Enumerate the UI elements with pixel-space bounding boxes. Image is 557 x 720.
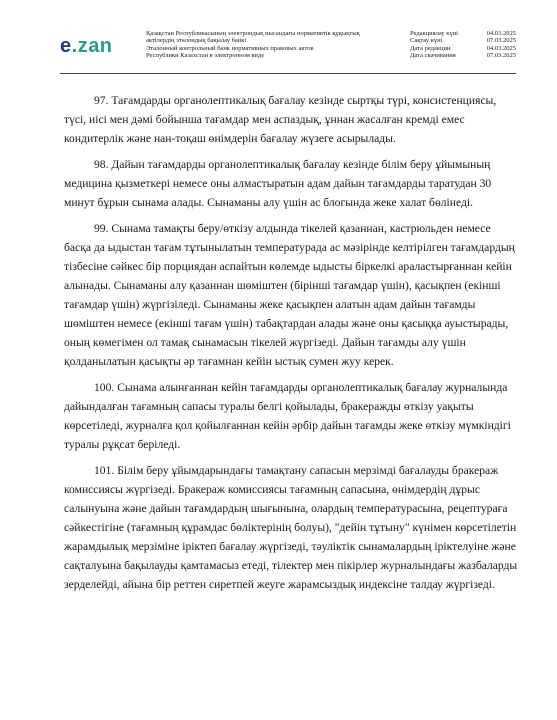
meta-label: Сақтау күні	[410, 37, 443, 45]
meta-label: Дата редакции	[410, 44, 451, 52]
header-line: Эталонный контрольный банк нормативных правовых актов	[146, 44, 314, 52]
meta-row	[410, 30, 516, 37]
meta-label: Редакциялау күні	[410, 30, 458, 37]
header-divider	[60, 73, 516, 74]
paragraph-101: 101. Білім беру ұйымдарындағы тамақтану сапасын мерзімді бағалауды бракераж комиссиясы жүргізеді. Бракераж комиссиясы тағамның сапасына, өнімдердің дұрыс салынуына және дайын тағамдардың шығынына, олардың температурасына, рецептураға сәйкестігіне (тағамның құрамдас бөліктерінің болуы), "дейін тұтыну" күнімен көрсетілетін жарамдылық мерзіміне іріктеп бағалау жүргізеді, тәуліктік сынамалардың іріктелуіне және сақталуына бақылауды қамтамасыз етеді, тілектер мен пікірлер журналындағы жазбаларды зерделейді, айына бір реттен сиретпей жеуге жарамсыздық индексіне талдау жүргізеді.	[64, 464, 518, 591]
meta-value: 04.03.2025	[486, 44, 516, 52]
meta-value: 07.03.2025	[486, 52, 516, 60]
meta-value: 07.03.2025	[486, 37, 516, 45]
meta-value: 04.03.2025	[486, 30, 516, 37]
paragraph-99: 99. Сынама тамақты беру/өткізу алдында тікелей қазаннан, кастрюльден немесе басқа да ыдыстан тағам тұтынылатын температурада ас мәзірінде келтірілген тағамдардың тізбесіне сәйкес бір порциядан аспайтын көлемде ыдысты біркелкі араластырғаннан кейін алынады. Сынаманы алу қазаннан шөміштен (бірінші тағамдар үшін), қасықпен (екінші тағамдар үшін) жүргізіледі. Сынаманы жеке қасықпен алатын адам дайын тағамды шөміштен немесе (екінші тағам үшін) табақтардан алады және оны қасыққа ауыстырады, оның көмегімен ол тамақ сынамасын тікелей жүргізеді. Дайын тағамды алу үшін қолданылатын қасықты әр тағамнан кейін ыстық сумен жуу керек.	[64, 222, 515, 368]
header-line: Республики Казахстан в электронном виде	[146, 52, 265, 60]
document-body	[64, 91, 520, 601]
meta-label: Дата скачивания	[410, 52, 456, 60]
ezan-logo: e.zan	[60, 35, 113, 57]
paragraph-98: 98. Дайын тағамдарды органолептикалық бағалау кезінде білім беру ұйымының медицина қызметкері немесе оны алмастыратын адам дайын тағамдарды таратудан 30 минут бұрын сынама алады. Сынаманы алу үшін ас блогында жеке халат бөлінеді.	[64, 158, 492, 209]
paragraph-97: 97. Тағамдарды органолептикалық бағалау кезінде сыртқы түрі, консистенциясы, түсі, иісі мен дәмі бойынша тағамдар мен аспаздық, ұннан жасалған кремді емес кондитерлік және нан-тоқаш өнімдерін бағалау жүзеге асырылады.	[64, 94, 497, 145]
header-line: Қазақстан Республикасының электрондық нысандағы нормативтік құқықтық	[146, 30, 360, 37]
paragraph-100: 100. Сынама алынғаннан кейін тағамдарды органолептикалық бағалау журналында дайындалған тағамның сапасы туралы белгі қойылады, бракеражды өткізу уақыты көрсетіледі, журналға қол қойылғаннан кейін әрбір дайын тағамды жеке өткізу мүмкіндігі туралы рұқсат беріледі.	[64, 381, 511, 451]
header-dates	[410, 30, 516, 60]
document-header	[60, 30, 516, 70]
header-source-text	[146, 30, 394, 60]
meta-row	[410, 52, 516, 59]
header-line: актілердің эталондық бақылау банкі	[146, 37, 247, 45]
meta-row	[410, 37, 516, 44]
meta-row	[410, 45, 516, 52]
